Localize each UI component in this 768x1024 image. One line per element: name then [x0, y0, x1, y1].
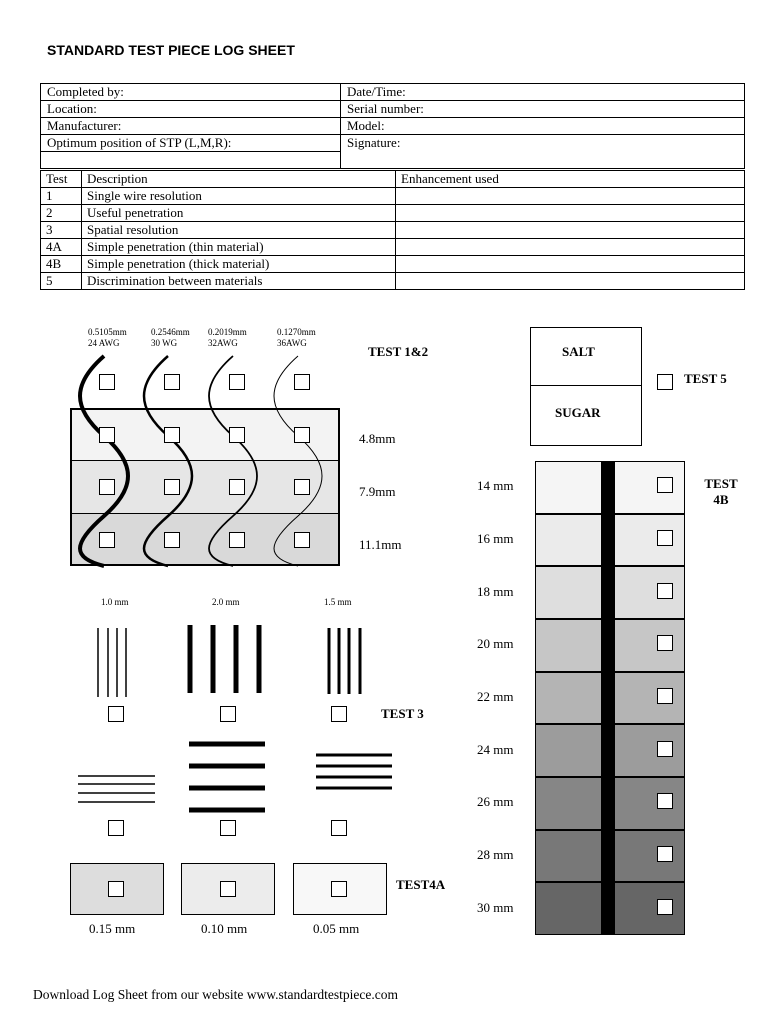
test3-label: TEST 3 — [381, 706, 424, 721]
date-time-field[interactable]: Date/Time: — [341, 84, 745, 101]
test4b-step-label: 24 mm — [477, 741, 514, 757]
test4b-center-bar — [601, 461, 615, 935]
test4a-label: TEST4A — [396, 877, 446, 892]
test3-group-label-3: 1.5 mm — [324, 597, 352, 607]
test3-group-label-1: 1.0 mm — [101, 597, 129, 607]
optimum-position-field[interactable]: Optimum position of STP (L,M,R): — [41, 135, 341, 152]
model-field[interactable]: Model: — [341, 118, 745, 135]
test4b-step-checkbox[interactable] — [657, 530, 673, 546]
horizontal-lines-15mm — [316, 755, 392, 788]
test4b-step-label: 28 mm — [477, 847, 514, 862]
test4b-step-label: 30 mm — [477, 899, 514, 915]
test12-label: TEST 1&2 — [368, 344, 429, 359]
wire-label-4: 0.1270mm 36AWG — [277, 327, 316, 348]
test3-vertical-2-checkbox[interactable] — [220, 706, 236, 722]
horizontal-lines-2mm — [189, 744, 265, 810]
sugar-label: SUGAR — [555, 405, 601, 420]
test4a-plate-3-checkbox[interactable] — [331, 881, 347, 897]
wire-label-2: 0.2546mm 30 WG — [151, 327, 190, 348]
test4a-plate-1-checkbox[interactable] — [108, 881, 124, 897]
test4b-step-checkbox[interactable] — [657, 899, 673, 915]
test-id: 5 — [41, 273, 82, 290]
test3-horizontal-2-checkbox[interactable] — [220, 820, 236, 836]
test-description: Spatial resolution — [82, 222, 396, 239]
test5-divider — [530, 385, 642, 386]
thickness-label-2: 7.9mm — [359, 484, 396, 499]
test4b-step-checkbox[interactable] — [657, 688, 673, 704]
test4b-step-label: 14 mm — [477, 478, 514, 494]
header-enhancement: Enhancement used — [396, 171, 745, 188]
test4b-step-checkbox[interactable] — [657, 793, 673, 809]
test4b-step-checkbox[interactable] — [657, 846, 673, 862]
test-description: Single wire resolution — [82, 188, 396, 205]
test-id: 1 — [41, 188, 82, 205]
test4a-plate-2-checkbox[interactable] — [220, 881, 236, 897]
thickness-label-3: 11.1mm — [359, 537, 402, 552]
test3-group-label-2: 2.0 mm — [212, 597, 240, 607]
vertical-lines-15mm — [329, 628, 360, 694]
test3-vertical-1-checkbox[interactable] — [108, 706, 124, 722]
wire-label-3: 0.2019mm 32AWG — [208, 327, 247, 348]
test4b-step-checkbox[interactable] — [657, 583, 673, 599]
test5-label: TEST 5 — [684, 371, 727, 386]
test4b-step-label: 20 mm — [477, 636, 514, 652]
horizontal-lines-1mm — [78, 776, 155, 802]
test3-vertical-3-checkbox[interactable] — [331, 706, 347, 722]
test-id: 4B — [41, 256, 82, 273]
footer-text: Download Log Sheet from our website www.standardtestpiece.com — [33, 987, 399, 1002]
completed-by-field[interactable]: Completed by: — [41, 84, 341, 101]
vertical-lines-2mm — [190, 625, 259, 693]
test-description: Simple penetration (thin material) — [82, 239, 396, 256]
manufacturer-field[interactable]: Manufacturer: — [41, 118, 341, 135]
test4b-step-checkbox[interactable] — [657, 635, 673, 651]
location-field[interactable]: Location: — [41, 101, 341, 118]
test4b-step-checkbox[interactable] — [657, 741, 673, 757]
test5-checkbox[interactable] — [657, 374, 673, 390]
test4b-label: TEST 4B — [704, 476, 738, 507]
test4b-step-checkbox[interactable] — [657, 477, 673, 493]
test4a-plate-2-label: 0.10 mm — [201, 921, 248, 936]
test-description: Discrimination between materials — [82, 273, 396, 290]
header-description: Description — [82, 171, 396, 188]
test4b-step-label: 16 mm — [477, 531, 514, 546]
test4b-step-label: 26 mm — [477, 794, 514, 810]
serial-number-field[interactable]: Serial number: — [341, 101, 745, 118]
test3-horizontal-1-checkbox[interactable] — [108, 820, 124, 836]
test4a-plate-3-label: 0.05 mm — [313, 921, 360, 936]
test-id: 2 — [41, 205, 82, 222]
wire-label-1: 0.5105mm 24 AWG — [88, 327, 127, 348]
header-test: Test — [41, 171, 82, 188]
test-description: Useful penetration — [82, 205, 396, 222]
test4a-plate-1-label: 0.15 mm — [89, 921, 136, 936]
thickness-label-1: 4.8mm — [359, 431, 396, 446]
test3-horizontal-3-checkbox[interactable] — [331, 820, 347, 836]
test-id: 3 — [41, 222, 82, 239]
page-title: STANDARD TEST PIECE LOG SHEET — [47, 42, 295, 58]
salt-label: SALT — [562, 344, 595, 359]
test-id: 4A — [41, 239, 82, 256]
test4b-step-label: 18 mm — [477, 583, 514, 599]
test-description: Simple penetration (thick material) — [82, 256, 396, 273]
vertical-lines-1mm — [98, 628, 126, 697]
signature-field[interactable]: Signature: — [341, 135, 745, 169]
test4b-step-label: 22 mm — [477, 689, 514, 704]
